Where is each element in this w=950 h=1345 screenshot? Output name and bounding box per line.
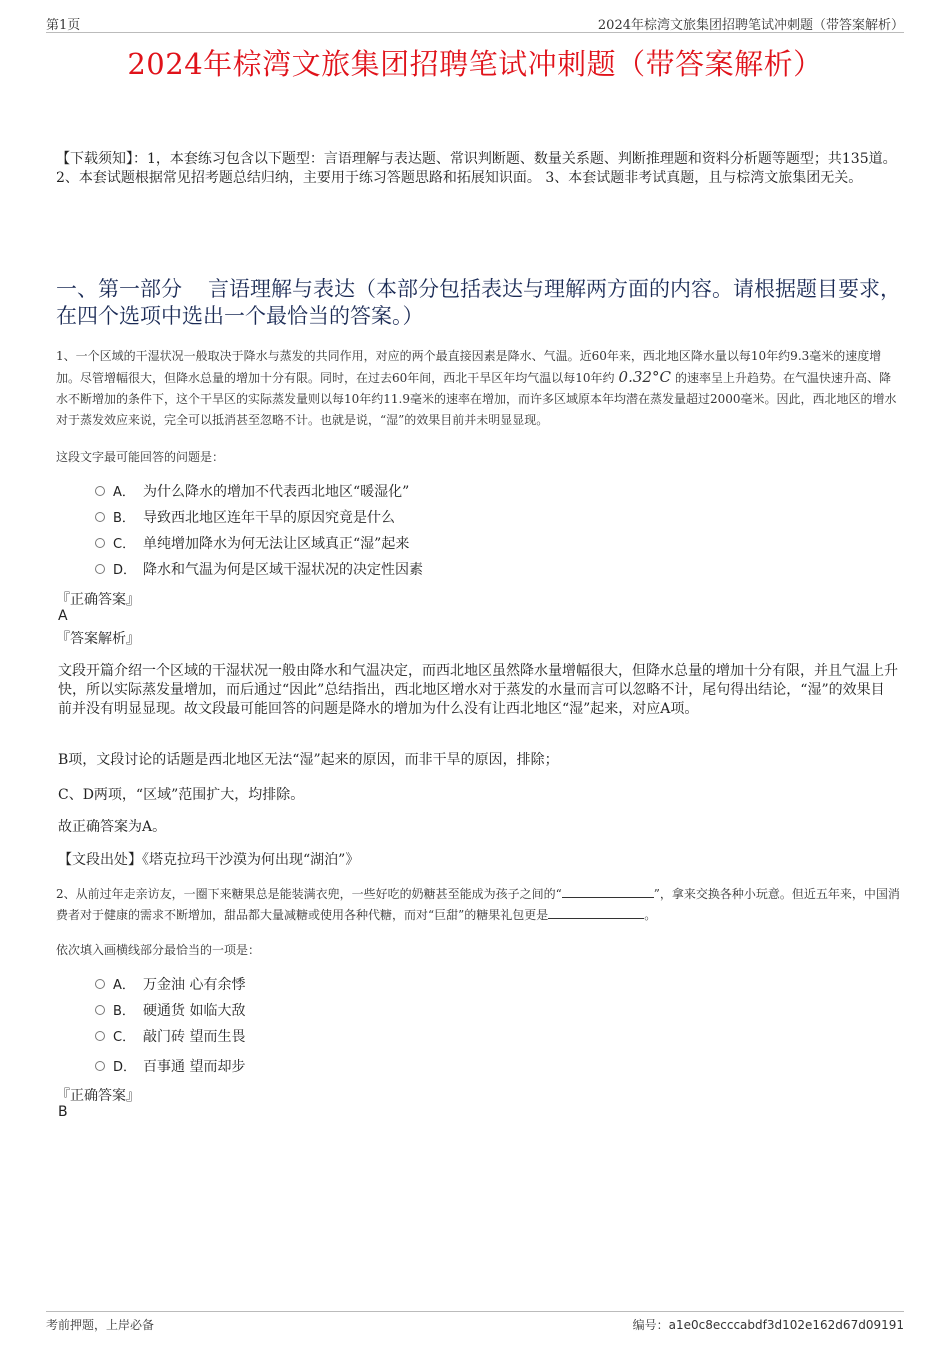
radio-icon[interactable] — [95, 564, 105, 574]
q1-option-a[interactable]: A． 为什么降水的增加不代表西北地区“暖湿化” — [95, 482, 409, 502]
page-header — [46, 14, 904, 33]
q1-prompt: 这段文字最可能回答的问题是： — [56, 450, 225, 464]
q2-option-a[interactable]: A． 万金油 心有余悸 — [95, 975, 245, 995]
question-2-text: 2、从前过年走亲访友，一圈下来糖果总是能装满衣兜，一些好吃的奶糖甚至能成为孩子之间的“ ”，拿来交换各种小玩意。但近五年来，中国消费者对于健康的需求不断增加，甜品都大量减糖或使用各种代糖，而对“巨甜”的糖果礼包更是 。 — [56, 887, 900, 922]
q2-option-b[interactable]: B． 硬通货 如临大敌 — [95, 1001, 245, 1021]
blank-2[interactable] — [548, 906, 644, 919]
page-number: 第1页 — [46, 18, 81, 33]
q2-option-d[interactable]: D． 百事通 望而却步 — [95, 1057, 245, 1077]
radio-icon[interactable] — [95, 979, 105, 989]
download-notice: 【下载须知】：1，本套练习包含以下题型：言语理解与表达题、常识判断题、数量关系题、判断推理题和资料分析题等题型；共135道。 2、本套试题根据常见招考题总结归纳，主要用于练习答题思路和拓展知识面。 3、本套试题非考试真题，且与棕湾文旅集团无关。 — [56, 151, 897, 186]
q1-source: 【文段出处】《塔克拉玛干沙漠为何出现“湖泊”》 — [58, 852, 360, 868]
radio-icon[interactable] — [95, 512, 105, 522]
q1-math-temp: 0.32°C — [618, 368, 671, 386]
header-doc-title: 2024年棕湾文旅集团招聘笔试冲刺题（带答案解析） — [597, 18, 904, 33]
q1-answer: A — [58, 608, 68, 624]
q1-option-b[interactable]: B． 导致西北地区连年干旱的原因究竟是什么 — [95, 508, 395, 528]
q1-answer-label: 『正确答案』 — [56, 592, 140, 608]
radio-icon[interactable] — [95, 486, 105, 496]
section-title: 言语理解与表达（本部分包括表达与理解两方面的内容。请根据题目要求，在四个选项中选出一个最恰当的答案。） — [56, 277, 901, 328]
q2-option-c[interactable]: C． 敲门砖 望而生畏 — [95, 1027, 245, 1047]
radio-icon[interactable] — [95, 1061, 105, 1071]
q1-analysis-3: C、D两项，“区域”范围扩大，均排除。 — [58, 787, 305, 803]
footer-slogan: 考前押题，上岸必备 — [46, 1318, 155, 1332]
question-1-text — [56, 346, 901, 431]
blank-1[interactable] — [562, 885, 654, 898]
q2-prompt: 依次填入画横线部分最恰当的一项是： — [56, 943, 261, 957]
section-heading — [56, 276, 901, 330]
radio-icon[interactable] — [95, 1031, 105, 1041]
q2-answer: B — [58, 1104, 68, 1120]
q1-text-before: 1、一个区域的干湿状况一般取决于降水与蒸发的共同作用，对应的两个最直接因素是降水、气温。近60年来，西北地区降水量以每10年约9.3毫米的速度增加。尽管增幅很大，但降水总量的增加十分有限。同时，在过去60年间，西北干旱区年均气温以每10年约 — [56, 349, 882, 385]
q1-option-c[interactable]: C． 单纯增加降水为何无法让区域真正“湿”起来 — [95, 534, 409, 554]
radio-icon[interactable] — [95, 1005, 105, 1015]
q1-analysis-label: 『答案解析』 — [56, 631, 140, 647]
page-footer — [46, 1311, 904, 1334]
q2-answer-label: 『正确答案』 — [56, 1088, 140, 1104]
q1-text-after: 的速率呈上升趋势。在气温快速升高、降水不断增加的条件下，这个干旱区的实际蒸发量则以每10年约11.9毫米的速率在增加，而许多区域原本年均潜在蒸发量超过2000毫米。因此，西北地区的增水对于蒸发效应来说，完全可以抵消甚至忽略不计。也就是说，“湿”的效果目前并未明显显现。 — [56, 371, 897, 427]
q1-analysis-1: 文段开篇介绍一个区域的干湿状况一般由降水和气温决定，而西北地区虽然降水量增幅很大，但降水总量的增加十分有限，并且气温上升快，所以实际蒸发量增加，而后通过“因此”总结指出，西北地区增水对于蒸发的水量而言可以忽略不计，尾句得出结论，“湿”的效果目前并没有明显显现。故文段最可能回答的问题是降水的增加为什么没有让西北地区“湿”起来，对应A项。 — [58, 663, 898, 717]
radio-icon[interactable] — [95, 538, 105, 548]
q1-analysis-2: B项，文段讨论的话题是西北地区无法“湿”起来的原因，而非干旱的原因，排除； — [58, 752, 559, 768]
section-part: 一、第一部分 — [56, 277, 182, 301]
footer-code: 编号：a1e0c8ecccabdf3d102e162d67d09191 — [632, 1318, 904, 1332]
page-title: 2024年棕湾文旅集团招聘笔试冲刺题（带答案解析） — [127, 47, 823, 81]
q1-analysis-4: 故正确答案为A。 — [58, 819, 167, 835]
q1-option-d[interactable]: D． 降水和气温为何是区域干湿状况的决定性因素 — [95, 560, 423, 580]
